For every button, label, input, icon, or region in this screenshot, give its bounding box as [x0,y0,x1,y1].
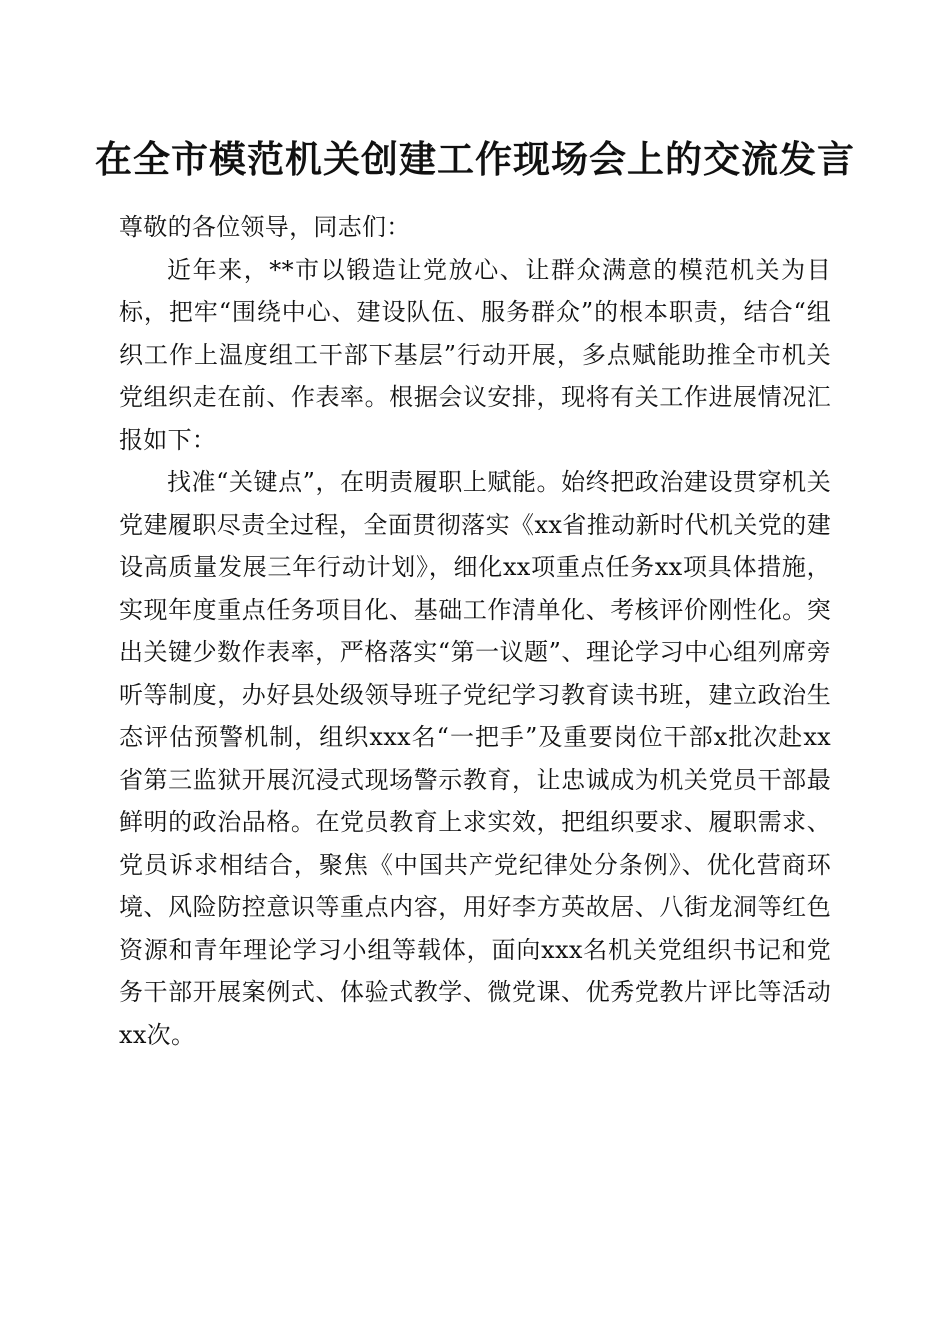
document-title: 在全市模范机关创建工作现场会上的交流发言 [95,137,855,181]
paragraph-intro: 近年来，**市以锻造让党放心、让群众满意的模范机关为目标，把牢“围绕中心、建设队伍、服务群众”的根本职责，结合“组织工作上温度组工干部下基层”行动开展，多点赋能助推全市机关党组织走在前、作表率。根据会议安排，现将有关工作进展情况汇报如下： [119,255,831,454]
paragraph-key-point: 找准“关键点”，在明责履职上赋能。始终把政治建设贯穿机关党建履职尽责全过程，全面贯彻落实《xx省推动新时代机关党的建设高质量发展三年行动计划》，细化xx项重点任务xx项具体措施，实现年度重点任务项目化、基础工作清单化、考核评价刚性化。突出关键少数作表率，严格落实“第一议题”、理论学习中心组列席旁听等制度，办好县处级领导班子党纪学习教育读书班，建立政治生态评估预警机制，组织xxx名“一把手”及重要岗位干部x批次赴xx省第三监狱开展沉浸式现场警示教育，让忠诚成为机关党员干部最鲜明的政治品格。在党员教育上求实效，把组织要求、履职需求、党员诉求相结合，聚焦《中国共产党纪律处分条例》、优化营商环境、风险防控意识等重点内容，用好李方英故居、八街龙洞等红色资源和青年理论学习小组等载体，面向xxx名机关党组织书记和党务干部开展案例式、体验式教学、微党课、优秀党教片评比等活动xx次。 [119,468,831,1049]
salutation: 尊敬的各位领导，同志们： [119,213,411,241]
document-body [119,206,831,1056]
